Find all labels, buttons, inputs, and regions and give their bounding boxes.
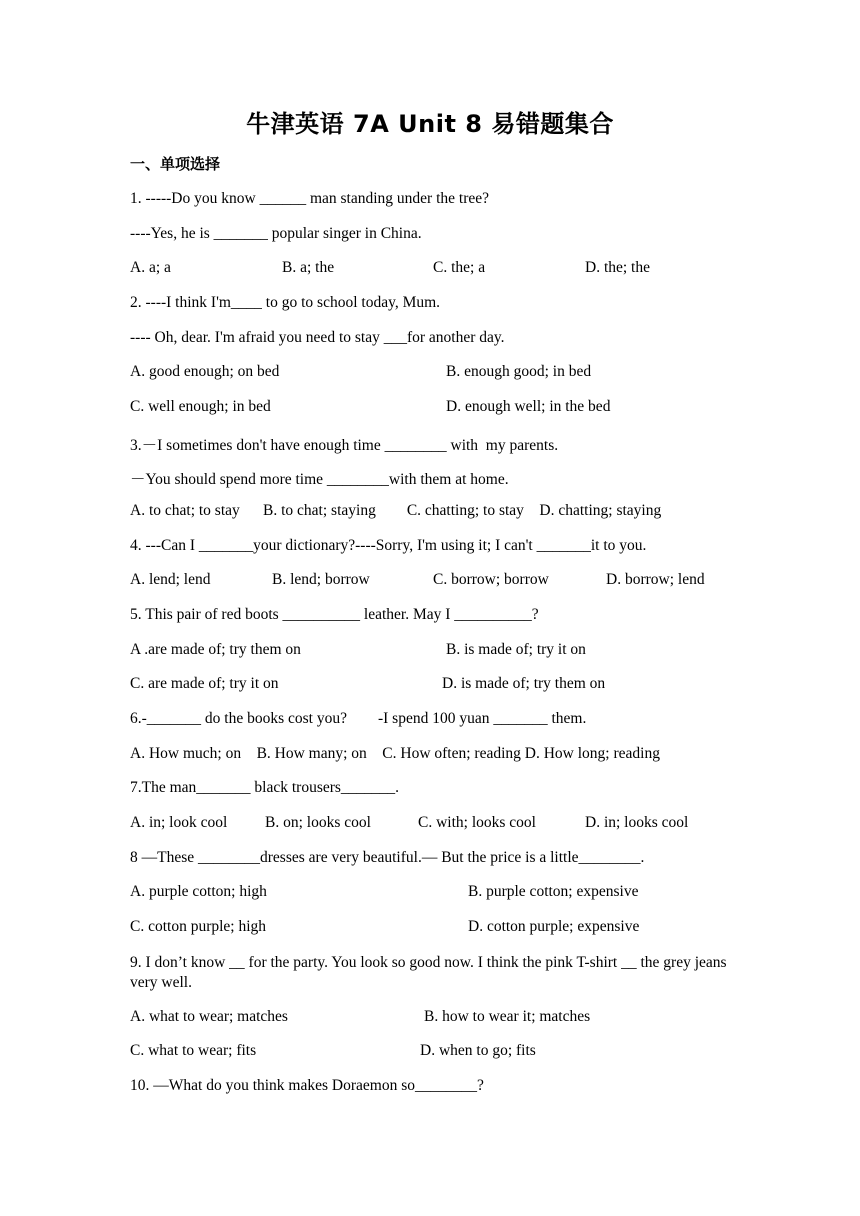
question-2-option-b: B. enough good; in bed bbox=[446, 363, 592, 380]
question-6-line-1: 6.-_______ do the books cost you? -I spend 100 yuan _______ them. bbox=[130, 710, 587, 727]
question-9-text: 9. I don’t know __ for the party. You look so good now. I think the pink T-shirt __ the grey jeans very well. bbox=[130, 954, 727, 991]
question-5-option-d: D. is made of; try them on bbox=[442, 675, 606, 692]
question-1-option-c: C. the; a bbox=[433, 259, 486, 276]
question-1-line-2: ----Yes, he is _______ popular singer in China. bbox=[130, 225, 422, 242]
question-7-line-1: 7.The man_______ black trousers_______. bbox=[130, 779, 400, 796]
question-4-line-1: 4. ---Can I _______your dictionary?----Sorry, I'm using it; I can't _______it to you. bbox=[130, 537, 647, 554]
question-5-option-c: C. are made of; try it on bbox=[130, 675, 279, 692]
section-heading: 一、单项选择 bbox=[130, 155, 221, 173]
question-2-option-d: D. enough well; in the bed bbox=[446, 398, 611, 415]
question-8-option-a: A. purple cotton; high bbox=[130, 883, 267, 900]
question-1-line-1: 1. -----Do you know ______ man standing under the tree? bbox=[130, 190, 489, 207]
question-4-option-b: B. lend; borrow bbox=[272, 571, 370, 588]
question-3-options: A. to chat; to stay B. to chat; staying C. chatting; to stay D. chatting; staying bbox=[130, 502, 662, 519]
question-2-option-c: C. well enough; in bed bbox=[130, 398, 271, 415]
page-title: 牛津英语 7A Unit 8 易错题集合 bbox=[246, 110, 614, 138]
question-5-line-1: 5. This pair of red boots __________ leather. May I __________? bbox=[130, 606, 539, 623]
question-7-option-b: B. on; looks cool bbox=[265, 814, 371, 831]
question-10-line-1: 10. —What do you think makes Doraemon so________? bbox=[130, 1077, 484, 1094]
question-1-option-d: D. the; the bbox=[585, 259, 650, 276]
question-8-option-d: D. cotton purple; expensive bbox=[468, 918, 640, 935]
question-3-line-2: －You should spend more time ________with them at home. bbox=[130, 471, 509, 488]
question-9-option-b: B. how to wear it; matches bbox=[424, 1008, 591, 1025]
question-5-option-b: B. is made of; try it on bbox=[446, 641, 586, 658]
question-9-option-a: A. what to wear; matches bbox=[130, 1008, 288, 1025]
question-3-line-1: 3.－I sometimes don't have enough time ________ with my parents. bbox=[130, 437, 559, 454]
question-1-option-b: B. a; the bbox=[282, 259, 335, 276]
question-4-option-d: D. borrow; lend bbox=[606, 571, 705, 588]
question-2-line-2: ---- Oh, dear. I'm afraid you need to stay ___for another day. bbox=[130, 329, 505, 346]
question-8-line-1: 8 —These ________dresses are very beautiful.— But the price is a little________. bbox=[130, 849, 645, 866]
question-8-option-b: B. purple cotton; expensive bbox=[468, 883, 639, 900]
question-9-option-d: D. when to go; fits bbox=[420, 1042, 536, 1059]
question-7-option-a: A. in; look cool bbox=[130, 814, 228, 831]
question-7-option-d: D. in; looks cool bbox=[585, 814, 689, 831]
question-4-option-a: A. lend; lend bbox=[130, 571, 211, 588]
question-5-option-a: A .are made of; try them on bbox=[130, 641, 301, 658]
question-7-option-c: C. with; looks cool bbox=[418, 814, 536, 831]
question-9-option-c: C. what to wear; fits bbox=[130, 1042, 257, 1059]
question-6-options: A. How much; on B. How many; on C. How often; reading D. How long; reading bbox=[130, 745, 660, 762]
question-8-option-c: C. cotton purple; high bbox=[130, 918, 267, 935]
question-1-option-a: A. a; a bbox=[130, 259, 171, 276]
question-2-option-a: A. good enough; on bed bbox=[130, 363, 280, 380]
question-4-option-c: C. borrow; borrow bbox=[433, 571, 549, 588]
question-2-line-1: 2. ----I think I'm____ to go to school today, Mum. bbox=[130, 294, 441, 311]
